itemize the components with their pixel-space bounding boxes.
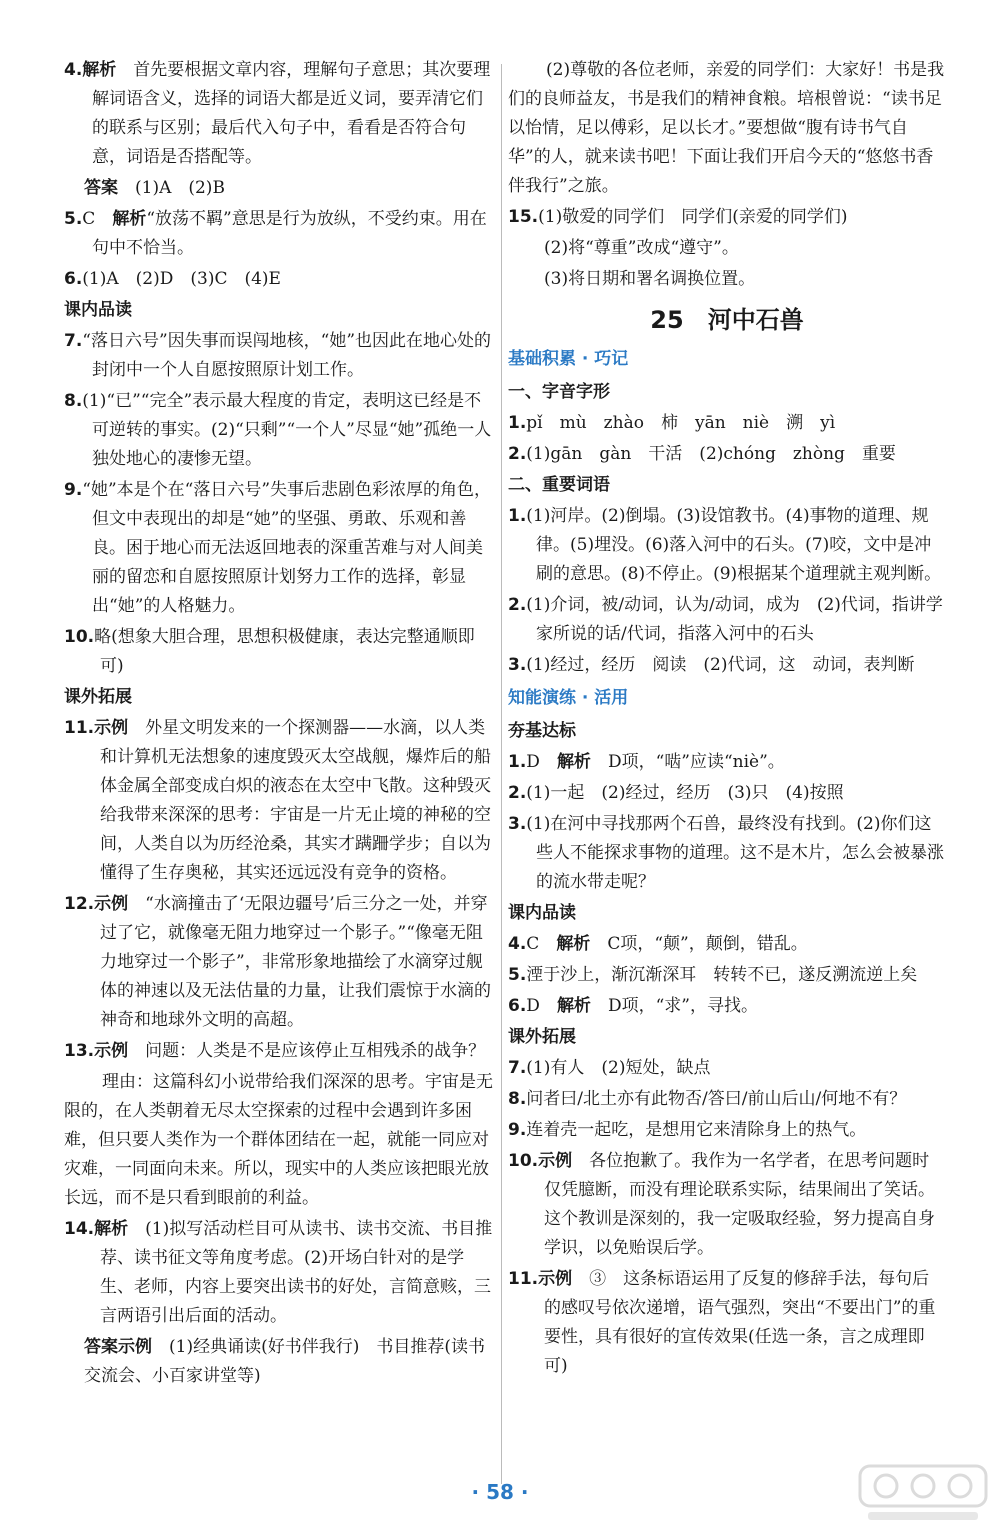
vocab-1: 1.(1)河岸。(2)倒塌。(3)设馆教书。(4)事物的道理、规律。(5)埋没。(6)落入河中的石头。(7)咬，文中是冲刷的意思。(8)不停止。(9)根据某个道理就主观判断。 bbox=[508, 506, 942, 584]
right-column bbox=[508, 56, 946, 1383]
answer-14-key: 答案示例 (1)经典诵读(好书伴我行) 书目推荐(读书交流会、小百家讲堂等) bbox=[84, 1337, 485, 1386]
basic-2: 2.(1)gān gàn 干活 (2)chóng zhòng 重要 bbox=[508, 444, 896, 464]
answer-15-line-3: (3)将日期和署名调换位置。 bbox=[544, 269, 756, 289]
answer-9: 9.“她”本是个在“落日六号”失事后悲剧色彩浓厚的角色，但文中表现出的却是“她”的坚强、勇敢、乐观和善良。困于地心而无法返回地表的深重苦难与对人间美丽的留恋和自愿按照原计划努力工作的选择，彰显出“她”的人格魅力。 bbox=[64, 480, 492, 616]
basic-1: 1.pǐ mù zhào 柿 yān niè 溯 yì bbox=[508, 413, 836, 433]
practice-10: 10.示例 各位抱歉了。我作为一名学者，在思考问题时仅凭臆断，而没有理论联系实际，结果闹出了笑话。这个教训是深刻的，我一定吸取经验，努力提高自身学识，以免贻误后学。 bbox=[508, 1151, 935, 1258]
section-zhineng: 知能演练 · 活用 bbox=[508, 688, 629, 708]
vocab-2: 2.(1)介词，被/动词，认为/动词，成为 (2)代词，指讲学家所说的话/代词，指落入河中的石头 bbox=[508, 595, 943, 644]
practice-8: 8.问者曰/北土亦有此物否/答曰/前山后山/何地不有？ bbox=[508, 1089, 907, 1109]
practice-9: 9.连着壳一起吃，是想用它来清除身上的热气。 bbox=[508, 1120, 867, 1140]
subsection-ciyu: 二、重要词语 bbox=[508, 475, 610, 495]
practice-4: 4.C 解析 C项，“颠”，颠倒，错乱。 bbox=[508, 934, 808, 954]
left-column bbox=[64, 56, 494, 1393]
answer-8: 8.(1)“已”“完全”表示最大程度的肯定，表明这已经是不可逆转的事实。(2)“只剩”“一个人”尽显“她”孤绝一人独处地心的凄惨无望。 bbox=[64, 391, 492, 469]
column-divider bbox=[501, 64, 502, 1484]
chapter-heading: 25 河中石兽 bbox=[650, 306, 804, 334]
vocab-3: 3.(1)经过，经历 阅读 (2)代词，这 动词，表判断 bbox=[508, 655, 915, 675]
section-kenei-2: 课内品读 bbox=[508, 903, 576, 923]
section-hangji: 夯基达标 bbox=[508, 721, 576, 741]
answer-4: 4.解析 首先要根据文章内容，理解句子意思；其次要理解词语含义，选择的词语大都是近义词，要弄清它们的联系与区别；最后代入句子中，看看是否符合句意，词语是否搭配等。 bbox=[64, 60, 491, 167]
subsection-zixin: 一、字音字形 bbox=[508, 382, 610, 402]
answer-6: 6.(1)A (2)D (3)C (4)E bbox=[64, 269, 281, 289]
practice-6: 6.D 解析 D项，“求”，寻找。 bbox=[508, 996, 758, 1016]
section-kenei: 课内品读 bbox=[64, 300, 132, 320]
section-jichu: 基础积累 · 巧记 bbox=[508, 349, 629, 369]
answer-15: 15.(1)敬爱的同学们 同学们(亲爱的同学们) bbox=[508, 207, 848, 227]
answer-13-reason: 理由：这篇科幻小说带给我们深深的思考。宇宙是无限的，在人类朝着无尽太空探索的过程中会遇到许多困难，但只要人类作为一个群体团结在一起，就能一同应对灾难，一同面向未来。所以，现实中的人类应该把眼光放长远，而不是只看到眼前的利益。 bbox=[64, 1072, 493, 1208]
practice-3: 3.(1)在河中寻找那两个石兽，最终没有找到。(2)你们这些人不能探求事物的道理。这不是木片，怎么会被暴涨的流水带走呢？ bbox=[508, 814, 944, 892]
practice-11: 11.示例 ③ 这条标语运用了反复的修辞手法，每句后的感叹号依次递增，语气强烈，突出“不要出门”的重要性，具有很好的宣传效果(任选一条，言之成理即可) bbox=[508, 1269, 936, 1376]
answer-14: 14.解析 (1)拟写活动栏目可从读书、读书交流、书目推荐、读书征文等角度考虑。(2)开场白针对的是学生、老师，内容上要突出读书的好处，言简意赅，三言两语引出后面的活动。 bbox=[64, 1219, 493, 1326]
section-kewai-2: 课外拓展 bbox=[508, 1027, 576, 1047]
practice-2: 2.(1)一起 (2)经过，经历 (3)只 (4)按照 bbox=[508, 783, 844, 803]
answer-13: 13.示例 问题：人类是不是应该停止互相残杀的战争？ bbox=[64, 1041, 486, 1061]
answer-5: 5.C 解析“放荡不羁”意思是行为放纵，不受约束。用在句中不恰当。 bbox=[64, 209, 487, 258]
answer-10: 10.略(想象大胆合理，思想积极健康，表达完整通顺即可) bbox=[64, 627, 475, 676]
watermark-logo-icon bbox=[858, 1462, 988, 1526]
page-number: · 58 · bbox=[471, 1480, 529, 1504]
practice-5: 5.湮于沙上，渐沉渐深耳 转转不已，遂反溯流逆上矣 bbox=[508, 965, 918, 985]
answer-7: 7.“落日六号”因失事而误闯地核，“她”也因此在地心处的封闭中一个人自愿按照原计划工作。 bbox=[64, 331, 492, 380]
answer-15-line-2: (2)将“尊重”改成“遵守”。 bbox=[544, 238, 739, 258]
answer-11: 11.示例 外星文明发来的一个探测器——水滴，以人类和计算机无法想象的速度毁灭太空战舰，爆炸后的船体金属全部变成白炽的液态在太空中飞散。这种毁灭给我带来深深的思考：宇宙是一片无止境的神秘的空间，人类自以为历经沧桑，其实才蹒跚学步；自以为懂得了生存奥秘，其实还远远没有竞争的资格。 bbox=[64, 718, 491, 883]
practice-1: 1.D 解析 D项，“啮”应读“niè”。 bbox=[508, 752, 785, 772]
practice-7: 7.(1)有人 (2)短处，缺点 bbox=[508, 1058, 711, 1078]
answer-14-continued: (2)尊敬的各位老师，亲爱的同学们：大家好！书是我们的良师益友，书是我们的精神食粮。培根曾说：“读书足以怡情，足以傅彩，足以长才。”要想做“腹有诗书气自华”的人，就来读书吧！下面让我们开启今天的“悠悠书香伴我行”之旅。 bbox=[508, 60, 945, 196]
section-kewai: 课外拓展 bbox=[64, 687, 132, 707]
answer-4-key: 答案 (1)A (2)B bbox=[84, 178, 225, 198]
answer-12: 12.示例 “水滴撞击了‘无限边疆号’后三分之一处，并穿过了它，就像毫无阻力地穿过一个影子。”“像毫无阻力地穿过一个影子”，非常形象地描绘了水滴穿过舰体的神速以及无法估量的力量，让我们震惊于水滴的神奇和地球外文明的高超。 bbox=[64, 894, 491, 1030]
